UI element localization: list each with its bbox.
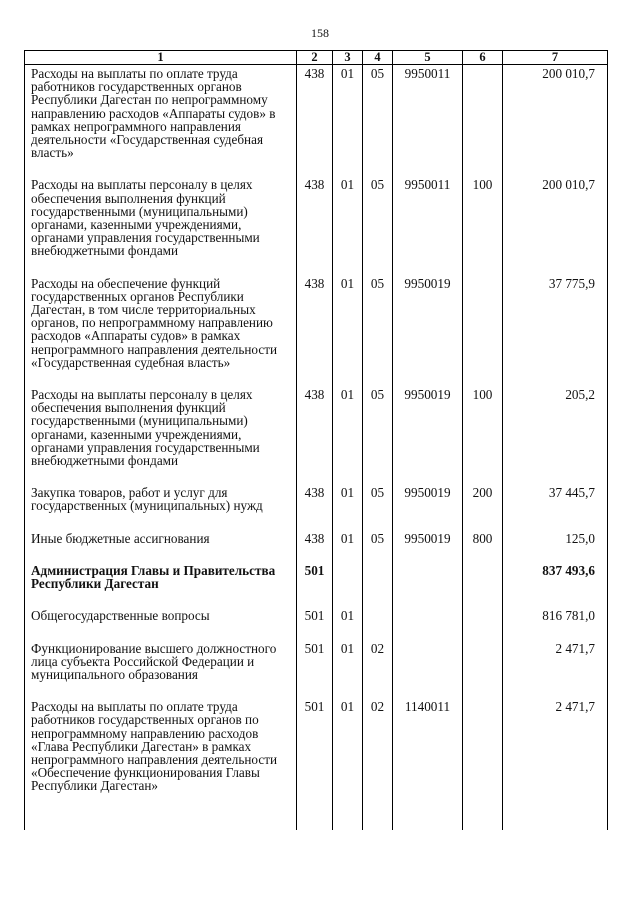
row-description: Администрация Главы и Правительства Республики Дагестан bbox=[25, 545, 297, 590]
row-amount: 816 781,0 bbox=[503, 590, 608, 622]
row-description: Расходы на выплаты по оплате труда работников государственных органов Республики Дагестан по непрограммному направлению расходов «Аппараты судов» в рамках непрограммного направления деятельности «Государственная судебная власть» bbox=[25, 65, 297, 160]
row-description: Общегосударственные вопросы bbox=[25, 590, 297, 622]
header-row bbox=[25, 51, 608, 65]
column-header-7: 7 bbox=[503, 51, 608, 65]
row-code-4: 05 bbox=[363, 369, 393, 467]
row-code-6: 100 bbox=[463, 159, 503, 257]
row-code-6 bbox=[463, 590, 503, 622]
row-code-6 bbox=[463, 258, 503, 369]
row-amount: 200 010,7 bbox=[503, 159, 608, 257]
row-code-2: 501 bbox=[297, 681, 333, 830]
row-code-4 bbox=[363, 545, 393, 590]
row-code-4: 05 bbox=[363, 258, 393, 369]
row-code-3 bbox=[333, 545, 363, 590]
row-code-6 bbox=[463, 681, 503, 830]
row-description: Расходы на выплаты по оплате труда работников государственных органов по непрограммному направлению расходов «Глава Республики Дагестан» в рамках непрограммного направления деятельности «Обеспечение функционирования Главы Республики Дагестан» bbox=[25, 681, 297, 830]
row-code-6 bbox=[463, 65, 503, 160]
row-code-2: 501 bbox=[297, 545, 333, 590]
row-code-3: 01 bbox=[333, 258, 363, 369]
row-code-2: 438 bbox=[297, 258, 333, 369]
row-code-3: 01 bbox=[333, 65, 363, 160]
column-header-3: 3 bbox=[333, 51, 363, 65]
row-code-3: 01 bbox=[333, 467, 363, 512]
table-row bbox=[25, 159, 608, 257]
column-header-6: 6 bbox=[463, 51, 503, 65]
row-code-4: 05 bbox=[363, 159, 393, 257]
row-description: Расходы на выплаты персоналу в целях обеспечения выполнения функций государственными (муниципальными) органами, казенными учреждениями, органами управления государственными внебюджетными фондами bbox=[25, 159, 297, 257]
row-code-3: 01 bbox=[333, 159, 363, 257]
row-amount: 205,2 bbox=[503, 369, 608, 467]
row-description: Расходы на обеспечение функций государственных органов Республики Дагестан, в том числе территориальных органов, по непрограммному направлению расходов «Аппараты судов» в рамках непрограммного направления деятельности «Государственная судебная власть» bbox=[25, 258, 297, 369]
table-row-section bbox=[25, 545, 608, 590]
row-code-3: 01 bbox=[333, 681, 363, 830]
row-code-5: 1140011 bbox=[393, 681, 463, 830]
row-code-5 bbox=[393, 545, 463, 590]
table-row bbox=[25, 513, 608, 545]
row-code-4: 05 bbox=[363, 467, 393, 512]
row-code-2: 438 bbox=[297, 513, 333, 545]
column-header-2: 2 bbox=[297, 51, 333, 65]
row-amount: 2 471,7 bbox=[503, 681, 608, 830]
table-row bbox=[25, 467, 608, 512]
row-code-5: 9950011 bbox=[393, 65, 463, 160]
row-code-4: 05 bbox=[363, 65, 393, 160]
row-code-6: 200 bbox=[463, 467, 503, 512]
table-row bbox=[25, 369, 608, 467]
table-row bbox=[25, 623, 608, 682]
row-amount: 37 775,9 bbox=[503, 258, 608, 369]
row-code-3: 01 bbox=[333, 369, 363, 467]
row-description: Расходы на выплаты персоналу в целях обеспечения выполнения функций государственными (муниципальными) органами, казенными учреждениями, органами управления государственными внебюджетными фондами bbox=[25, 369, 297, 467]
row-code-4: 02 bbox=[363, 681, 393, 830]
row-code-5: 9950019 bbox=[393, 369, 463, 467]
row-code-2: 501 bbox=[297, 623, 333, 682]
table-row bbox=[25, 65, 608, 160]
row-code-6: 800 bbox=[463, 513, 503, 545]
row-amount: 837 493,6 bbox=[503, 545, 608, 590]
column-header-1: 1 bbox=[25, 51, 297, 65]
row-code-5: 9950019 bbox=[393, 513, 463, 545]
row-description: Закупка товаров, работ и услуг для государственных (муниципальных) нужд bbox=[25, 467, 297, 512]
row-code-5: 9950011 bbox=[393, 159, 463, 257]
table-row bbox=[25, 590, 608, 622]
row-code-6 bbox=[463, 545, 503, 590]
row-amount: 2 471,7 bbox=[503, 623, 608, 682]
row-code-6: 100 bbox=[463, 369, 503, 467]
row-code-2: 438 bbox=[297, 467, 333, 512]
row-code-3: 01 bbox=[333, 513, 363, 545]
row-code-2: 438 bbox=[297, 65, 333, 160]
column-header-5: 5 bbox=[393, 51, 463, 65]
row-description: Функционирование высшего должностного лица субъекта Российской Федерации и муниципального образования bbox=[25, 623, 297, 682]
row-code-5 bbox=[393, 590, 463, 622]
row-code-2: 438 bbox=[297, 159, 333, 257]
row-code-4: 05 bbox=[363, 513, 393, 545]
table-row bbox=[25, 258, 608, 369]
row-amount: 200 010,7 bbox=[503, 65, 608, 160]
column-header-4: 4 bbox=[363, 51, 393, 65]
row-code-2: 438 bbox=[297, 369, 333, 467]
table-row bbox=[25, 681, 608, 830]
row-amount: 125,0 bbox=[503, 513, 608, 545]
row-code-3: 01 bbox=[333, 623, 363, 682]
row-code-5 bbox=[393, 623, 463, 682]
row-code-4 bbox=[363, 590, 393, 622]
budget-table bbox=[24, 50, 608, 830]
row-code-5: 9950019 bbox=[393, 258, 463, 369]
page-number: 158 bbox=[311, 26, 329, 40]
row-code-3: 01 bbox=[333, 590, 363, 622]
row-description: Иные бюджетные ассигнования bbox=[25, 513, 297, 545]
row-amount: 37 445,7 bbox=[503, 467, 608, 512]
row-code-6 bbox=[463, 623, 503, 682]
row-code-4: 02 bbox=[363, 623, 393, 682]
row-code-5: 9950019 bbox=[393, 467, 463, 512]
row-code-2: 501 bbox=[297, 590, 333, 622]
